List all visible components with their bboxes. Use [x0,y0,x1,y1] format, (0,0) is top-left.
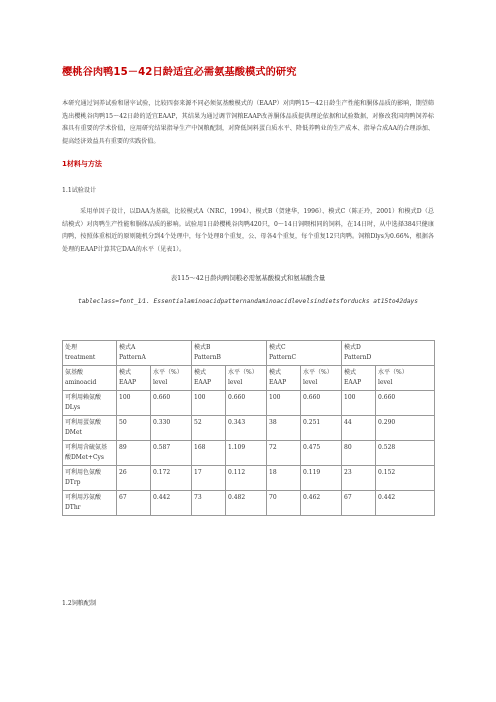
table-cell: 26 [117,466,151,491]
table-cell: 18 [267,466,301,491]
table-cell: 0.251 [301,416,342,441]
table-header-cell: 模式 EAAP [342,366,376,391]
table-cell: 0.290 [376,416,435,441]
table-row-label: 可利用色氨酸 DTrp [63,466,117,491]
table-row-label: 可利用蛋氨酸 DMet [63,416,117,441]
table-header-cell: 水平（%） level [376,366,435,391]
table-header-row-1 [63,341,435,366]
table-row [63,391,435,416]
table-row [63,416,435,441]
table-header-cell: 模式A PatternA [117,341,192,366]
table-cell: 23 [342,466,376,491]
table-header-cell: 模式C PatternC [267,341,342,366]
table-cell: 44 [342,416,376,441]
table-cell: 0.475 [301,441,342,466]
table-header-cell: 水平（%） level [226,366,267,391]
table-cell: 168 [192,441,226,466]
table-cell: 0.587 [151,441,192,466]
table-cell: 0.112 [226,466,267,491]
table-cell: 38 [267,416,301,441]
table-cell: 0.660 [151,391,192,416]
table-cell: 0.442 [376,491,435,516]
table-header-cell: 处理 treatment [63,341,117,366]
table-header-cell: 水平（%） level [151,366,192,391]
table-cell: 0.152 [376,466,435,491]
table-cell: 67 [117,491,151,516]
table-cell: 80 [342,441,376,466]
table-cell: 100 [267,391,301,416]
table-cell: 72 [267,441,301,466]
table-cell: 0.462 [301,491,342,516]
table-cell: 100 [342,391,376,416]
table-row [63,441,435,466]
table-cell: 0.660 [301,391,342,416]
table-cell: 1.109 [226,441,267,466]
amino-acid-table [62,340,435,516]
table-cell: 73 [192,491,226,516]
table-row-label: 可利用苏氨酸 DThr [63,491,117,516]
table-header-cell: 模式 EAAP [267,366,301,391]
table-cell: 100 [117,391,151,416]
table-row [63,466,435,491]
table-body [63,391,435,516]
table-cell: 67 [342,491,376,516]
table-header-cell: 模式D PatternD [342,341,435,366]
table-row-label: 可利用赖氨酸 DLys [63,391,117,416]
table-cell: 0.343 [226,416,267,441]
table-header-cell: 氨基酸 aminoacid [63,366,117,391]
table-cell: 0.172 [151,466,192,491]
table-cell: 0.442 [151,491,192,516]
table-header-cell: 模式 EAAP [192,366,226,391]
section-heading-1-2: 1.2饲粮配制 [62,600,97,607]
table-header-row-2 [63,366,435,391]
table-header-cell: 水平（%） level [301,366,342,391]
table-cell: 0.119 [301,466,342,491]
table-cell: 100 [192,391,226,416]
section-heading-1-1: 1.1试验设计 [62,187,97,194]
table-header-cell: 模式B PatternB [192,341,267,366]
table-header-cell: 模式 EAAP [117,366,151,391]
design-paragraph: 采用单因子设计，以DAA为基础，比较模式A（NRC，1994）、模式B（贺建华，1996）、模式C（陈正玲，2001）和模式D（总结模式）对肉鸭生产性能和胴体品质的影响。试验用1日龄樱桃谷肉鸭420只，0～14日饲喂相同的饲料，在14日时，从中选择384只健康肉鸭，按照体重相近的原则随机分到4个处理中，每个处理8个重复，公、母各4个重复，每个重复12只肉鸭。饲粮Dlys为0.66%，根据各处理的EAAP计算其它DAA的水平（见表1）。 [62,208,434,253]
table-cell: 17 [192,466,226,491]
table-cell: 50 [117,416,151,441]
table-caption-en: tableclass=font_1⁄1. Essentialaminoacidpatternandaminoacidlevelsindietsforducks at15to42days [77,298,419,305]
table-cell: 0.330 [151,416,192,441]
table-row-label: 可利用含硫氨基 酸DMet+Cys [63,441,117,466]
table-cell: 70 [267,491,301,516]
intro-paragraph: 本研究通过饲养试验和屠宰试验，比较四套来源不同必须氨基酸模式的（EAAP）对肉鸭15～42日龄生产性能和胴体品质的影响，期望筛选出樱桃谷肉鸭15～42日龄的适宜EAAP，其结果为通过调节饲粮EAAP改善胴体品质提供理论依据和试验数据，对修改我国肉鸭饲养标准具有重要的学术价值，应用研究结果指导生产中饲粮配制，对降低饲料蛋白质水平、降低养鸭业的生产成本、指导合成AA的合理添加、提高经济效益具有重要的实践价值。 [62,100,434,145]
table-row [63,491,435,516]
table-cell: 0.482 [226,491,267,516]
table-caption: 表115～42日龄肉鸭饲粮必需氨基酸模式和氨基酸含量 [170,274,326,282]
table-cell: 89 [117,441,151,466]
table-cell: 0.660 [226,391,267,416]
table-cell: 52 [192,416,226,441]
document-title: 樱桃谷肉鸭15－42日龄适宜必需氨基酸模式的研究 [62,67,297,78]
section-heading-1: 1材料与方法 [62,160,102,168]
table-cell: 0.660 [376,391,435,416]
table-cell: 0.528 [376,441,435,466]
